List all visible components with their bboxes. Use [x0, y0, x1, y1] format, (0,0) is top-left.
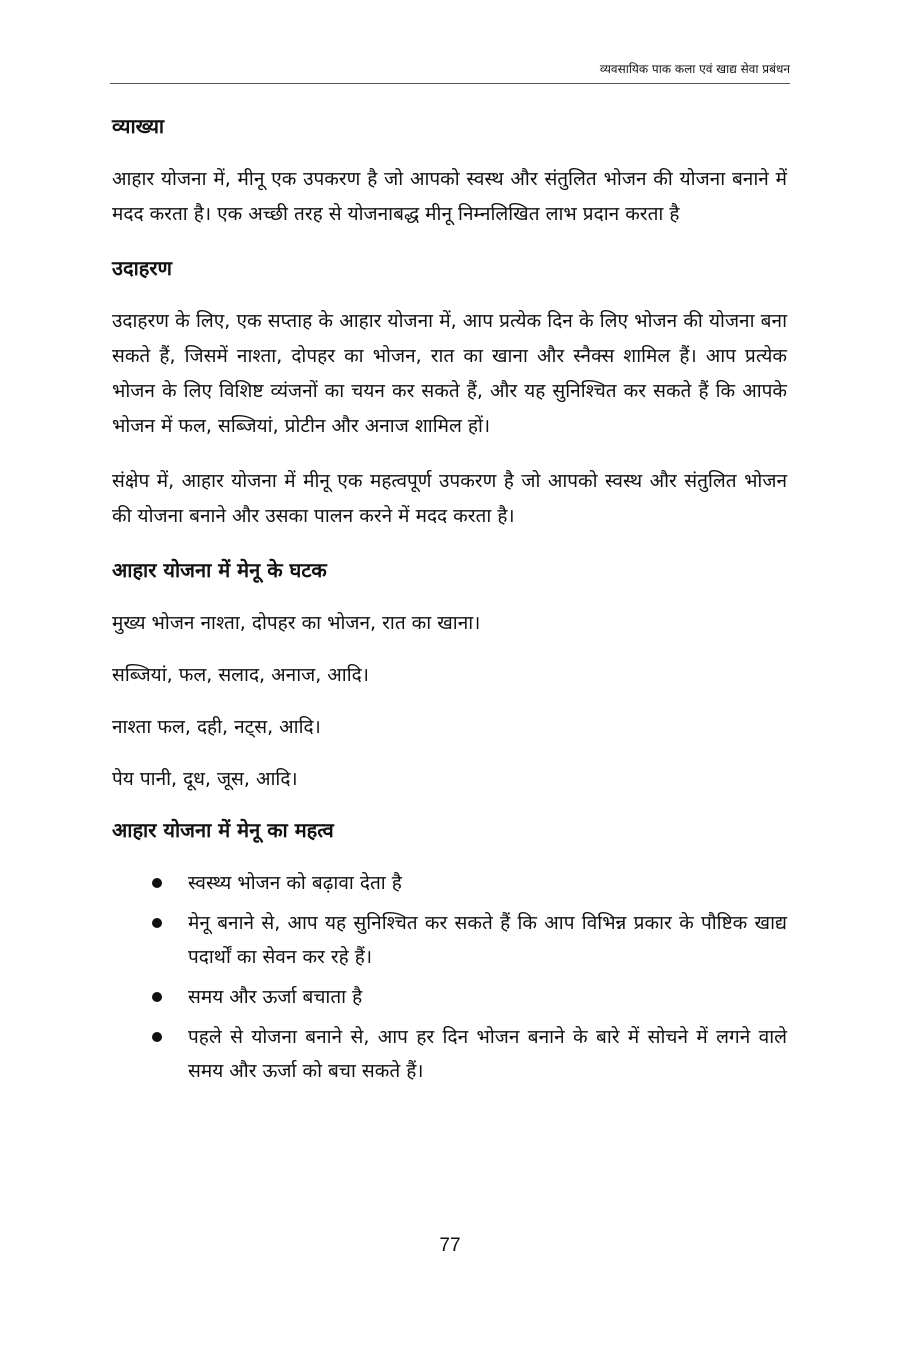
component-item-beverages: पेय पानी, दूध, जूस, आदि।: [112, 768, 298, 790]
header-divider: [110, 83, 790, 84]
section-heading-importance: आहार योजना में मेनू का महत्व: [112, 818, 334, 842]
section-heading-components: आहार योजना में मेनू के घटक: [112, 558, 327, 582]
running-header: व्यवसायिक पाक कला एवं खाद्य सेवा प्रबंधन: [599, 62, 790, 76]
bullet-icon: [152, 992, 162, 1002]
component-item-main-meals: मुख्य भोजन नाश्ता, दोपहर का भोजन, रात का खाना।: [112, 612, 481, 634]
explanation-paragraph: आहार योजना में, मीनू एक उपकरण है जो आपको स्वस्थ और संतुलित भोजन की योजना बनाने में मदद करता है। एक अच्छी तरह से योजनाबद्ध मीनू निम्नलिखित लाभ प्रदान करता है: [112, 168, 787, 225]
bullet-icon: [152, 918, 162, 928]
list-item-text: मेनू बनाने से, आप यह सुनिश्चित कर सकते हैं कि आप विभिन्न प्रकार के पौष्टिक खाद्य पदार्थों का सेवन कर रहे हैं।: [188, 912, 787, 968]
page-body: [112, 110, 787, 1094]
example-paragraph: उदाहरण के लिए, एक सप्ताह के आहार योजना में, आप प्रत्येक दिन के लिए भोजन की योजना बना सकते हैं, जिसमें नाश्ता, दोपहर का भोजन, रात का खाना और स्नैक्स शामिल हैं। आप प्रत्येक भोजन के लिए विशिष्ट व्यंजनों का चयन कर सकते हैं, और यह सुनिश्चित कर सकते हैं कि आपके भोजन में फल, सब्जियां, प्रोटीन और अनाज शामिल हों।: [112, 310, 787, 437]
bullet-icon: [152, 878, 162, 888]
section-heading-explanation: व्याख्या: [112, 114, 165, 138]
list-item-text: पहले से योजना बनाने से, आप हर दिन भोजन बनाने के बारे में सोचने में लगने वाले समय और ऊर्जा को बचा सकते हैं।: [188, 1026, 787, 1082]
list-item: [112, 980, 787, 1014]
section-heading-example: उदाहरण: [112, 256, 173, 280]
page-number: 77: [439, 1235, 461, 1256]
bullet-icon: [152, 1032, 162, 1042]
list-item: [112, 906, 787, 974]
summary-paragraph: संक्षेप में, आहार योजना में मीनू एक महत्वपूर्ण उपकरण है जो आपको स्वस्थ और संतुलित भोजन की योजना बनाने और उसका पालन करने में मदद करता है।: [112, 470, 787, 527]
list-item: [112, 866, 787, 900]
list-item-text: स्वस्थ्य भोजन को बढ़ावा देता है: [188, 872, 402, 894]
importance-list: [112, 866, 787, 1088]
list-item-text: समय और ऊर्जा बचाता है: [188, 986, 363, 1008]
component-item-vegetables: सब्जियां, फल, सलाद, अनाज, आदि।: [112, 664, 369, 686]
list-item: [112, 1020, 787, 1088]
component-item-snacks: नाश्ता फल, दही, नट्स, आदि।: [112, 716, 321, 738]
